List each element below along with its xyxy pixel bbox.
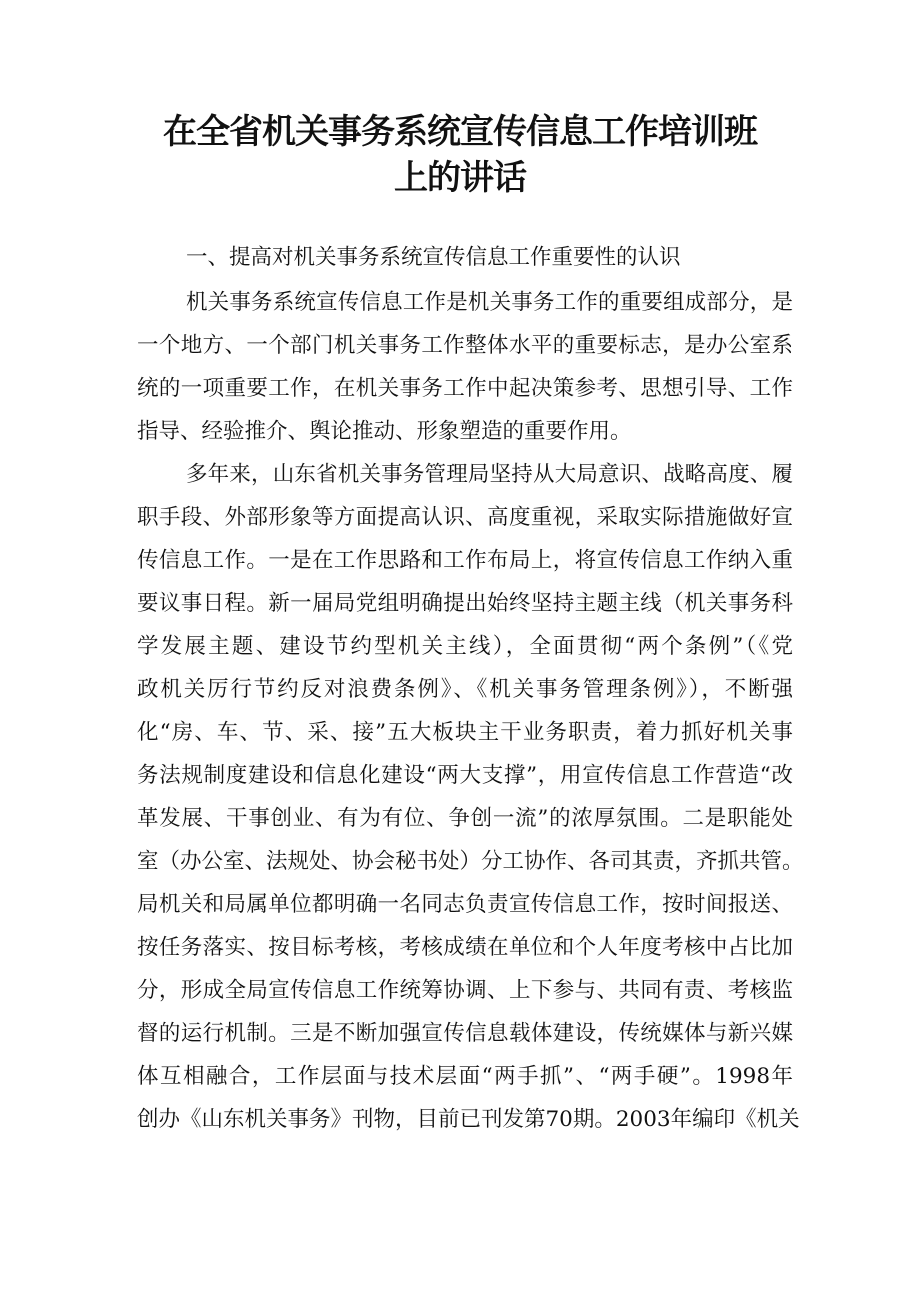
- paragraph-2-line: 督的运行机制。三是不断加强宣传信息载体建设，传统媒体与新兴媒: [137, 1021, 793, 1046]
- paragraph-2-line: 多年来，山东省机关事务管理局坚持从大局意识、战略高度、履: [186, 462, 793, 487]
- section-heading: 一、提高对机关事务系统宣传信息工作重要性的认识: [186, 245, 681, 270]
- paragraph-2-line: 学发展主题、建设节约型机关主线），全面贯彻“两个条例”（《党: [137, 634, 793, 659]
- paragraph-2-line: 职手段、外部形象等方面提高认识、高度重视，采取实际措施做好宣: [137, 505, 793, 530]
- paragraph-2-line: 务法规制度建设和信息化建设“两大支撑”，用宣传信息工作营造“改: [137, 763, 793, 788]
- paragraph-2-line: 体互相融合，工作层面与技术层面“两手抓”、“两手硬”。1998年: [137, 1064, 793, 1089]
- document-title-line-2: 上的讲话: [394, 158, 526, 198]
- paragraph-2-line: 室（办公室、法规处、协会秘书处）分工协作、各司其责，齐抓共管。: [137, 849, 804, 874]
- paragraph-1-line: 一个地方、一个部门机关事务工作整体水平的重要标志，是办公室系: [137, 333, 793, 358]
- paragraph-1-line: 指导、经验推介、舆论推动、形象塑造的重要作用。: [137, 419, 632, 444]
- paragraph-2-line: 革发展、干事创业、有为有位、争创一流”的浓厚氛围。二是职能处: [137, 806, 793, 831]
- paragraph-2-line: 分，形成全局宣传信息工作统筹协调、上下参与、共同有责、考核监: [137, 978, 793, 1003]
- document-title-line-1: 在全省机关事务系统宣传信息工作培训班: [163, 112, 757, 152]
- paragraph-1-line: 统的一项重要工作，在机关事务工作中起决策参考、思想引导、工作: [137, 376, 793, 401]
- paragraph-2-line: 要议事日程。新一届局党组明确提出始终坚持主题主线（机关事务科: [137, 591, 793, 616]
- paragraph-2-line: 传信息工作。一是在工作思路和工作布局上，将宣传信息工作纳入重: [137, 548, 793, 573]
- paragraph-2-line: 按任务落实、按目标考核，考核成绩在单位和个人年度考核中占比加: [137, 935, 793, 960]
- paragraph-2-line: 化“房、车、节、采、接”五大板块主干业务职责，着力抓好机关事: [137, 720, 793, 745]
- paragraph-1-line: 机关事务系统宣传信息工作是机关事务工作的重要组成部分，是: [186, 290, 793, 315]
- paragraph-2-line: 局机关和局属单位都明确一名同志负责宣传信息工作，按时间报送、: [137, 892, 793, 917]
- paragraph-2-line: 政机关厉行节约反对浪费条例》、《机关事务管理条例》），不断强: [137, 677, 793, 702]
- paragraph-2-line: 创办《山东机关事务》刊物，目前已刊发第70期。2003年编印《机关: [137, 1107, 800, 1132]
